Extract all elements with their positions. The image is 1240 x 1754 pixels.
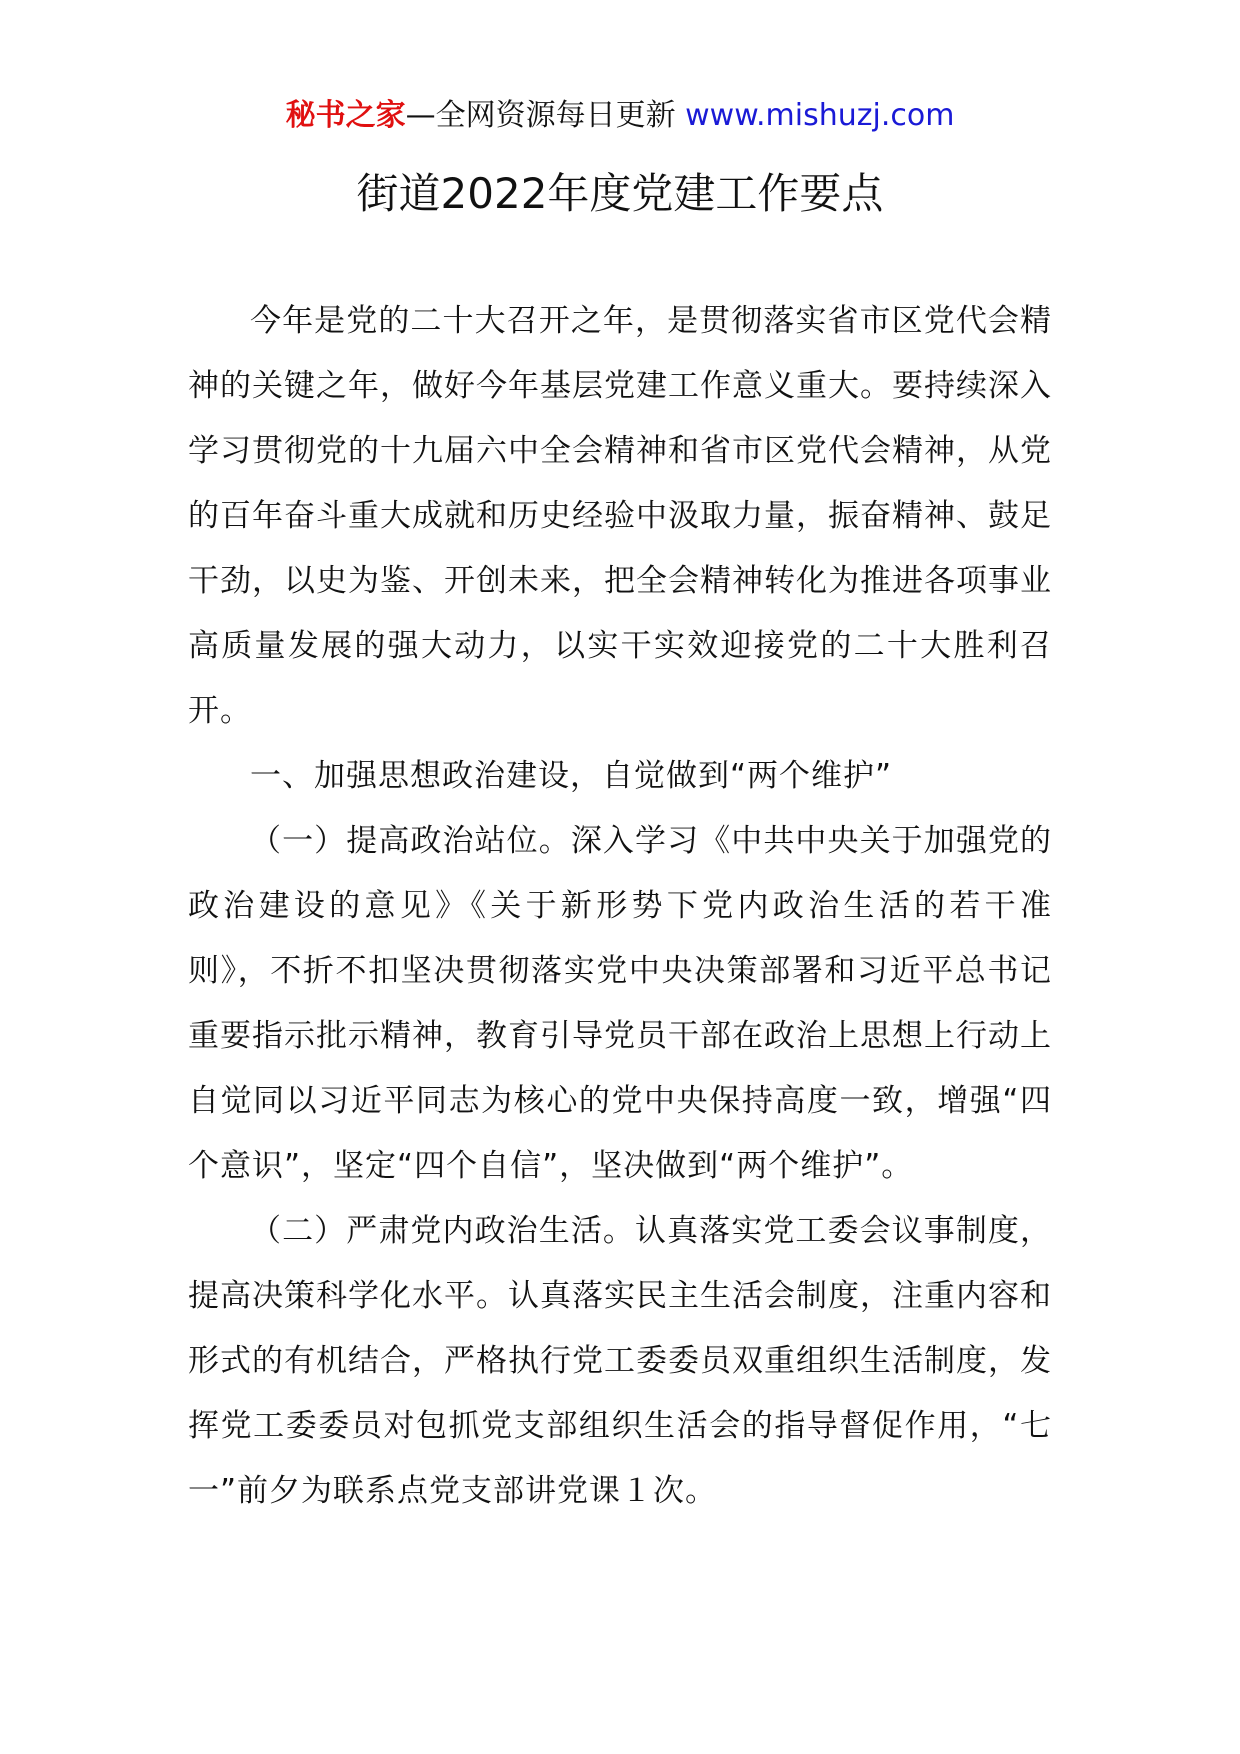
intro-paragraph: 今年是党的二十大召开之年，是贯彻落实省市区党代会精神的关键之年，做好今年基层党建工作意义重大。要持续深入学习贯彻党的十九届六中全会精神和省市区党代会精神，从党的百年奋斗重大成就和历史经验中汲取力量，振奋精神、鼓足干劲，以史为鉴、开创未来，把全会精神转化为推进各项事业高质量发展的强大动力，以实干实效迎接党的二十大胜利召开。 <box>188 303 1052 729</box>
item-paragraph-1: （一）提高政治站位。深入学习《中共中央关于加强党的政治建设的意见》《关于新形势下党内政治生活的若干准则》，不折不扣坚决贯彻落实党中央决策部署和习近平总书记重要指示批示精神，教育引导党员干部在政治上思想上行动上自觉同以习近平同志为核心的党中央保持高度一致，增强“四个意识”，坚定“四个自信”，坚决做到“两个维护”。 <box>188 823 1052 1184</box>
site-banner <box>0 96 1240 136</box>
banner-slogan: —全网资源每日更新 <box>405 98 676 133</box>
item-paragraph-2: （二）严肃党内政治生活。认真落实党工委会议事制度，提高决策科学化水平。认真落实民主生活会制度，注重内容和形式的有机结合，严格执行党工委委员双重组织生活制度，发挥党工委委员对包抓党支部组织生活会的指导督促作用，“七一”前夕为联系点党支部讲党课１次。 <box>188 1213 1052 1509</box>
document-title: 街道2022年度党建工作要点 <box>356 169 884 218</box>
site-url-link[interactable]: www.mishuzj.com <box>685 98 955 133</box>
document-body <box>188 289 1052 1524</box>
section-heading-1: 一、加强思想政治建设，自觉做到“两个维护” <box>250 758 893 794</box>
brand-name: 秘书之家 <box>285 98 406 133</box>
